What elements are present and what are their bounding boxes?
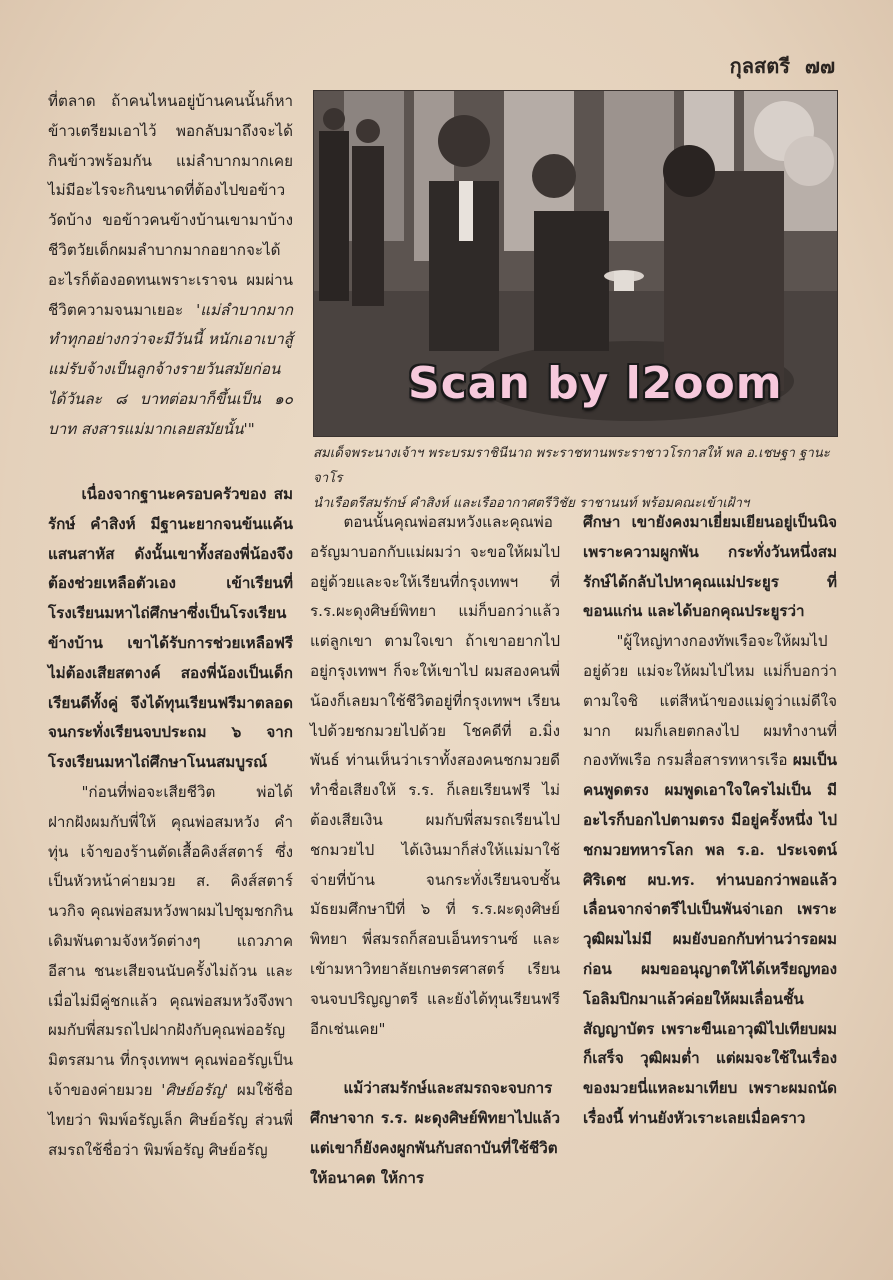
paragraph: ศึกษา เขายังคงมาเยี่ยมเยียนอยู่เป็นนิจ เพราะความผูกพัน กระทั่งวันหนึ่งสมรักษ์ได้กลับไปหาคุณแม่ประยูร ที่ขอนแก่น และได้บอกคุณประยูรว่า [583,513,837,621]
column-1-top [48,87,293,445]
paragraph: ที่ตลาด ถ้าคนไหนอยู่บ้านคนนั้นก็หาข้าวเตรียมเอาไว้ พอกลับมาถึงจะได้กินข้าวพร้อมกัน แม่ลำบากมากเคยไม่มีอะไรจะกินขนาดที่ต้องไปขอข้าววัดบ้าง ขอข้าวคนข้างบ้านเขามาบ้าง ชีวิตวัยเด็กผมลำบากมากอยากจะได้อะไรก็ต้องอดทนเพราะเราจน ผมผ่านชีวิตความจนมาเยอะ 'แม่ลำบากมากทำทุกอย่างกว่าจะมีวันนี้ หนักเอาเบาสู้ แม่รับจ้างเป็นลูกจ้างรายวันสมัยก่อนได้วันละ ๘ บาทต่อมาก็ขึ้นเป็น ๑๐ บาท สงสารแม่มากเลยสมัยนั้น'" [48,92,293,438]
column-1-bottom [48,480,293,1165]
paragraph: ตอนนั้นคุณพ่อสมหวังและคุณพ่ออรัญมาบอกกับแม่ผมว่า จะขอให้ผมไปอยู่ด้วยและจะให้เรียนที่กรุงเทพฯ ที่ ร.ร.ผะดุงศิษย์พิทยา แม่ก็บอกว่าแล้วแต่ลูกเขา ตามใจเขา ถ้าเขาอยากไปอยู่กรุงเทพฯ ก็จะให้เขาไป ผมสองคนพี่น้องก็เลยมาใช้ชีวิตอยู่ที่กรุงเทพฯ เรียนไปด้วยชกมวยไปด้วย โชคดีที่ อ.มิ่งพันธ์ ท่านเห็นว่าเราทั้งสองคนชกมวยดีทำชื่อเสียงให้ ร.ร. ก็เลยเรียนฟรี ไม่ต้องเสียเงิน ผมกับพี่สมรถเรียนไปชกมวยไป ได้เงินมาก็ส่งให้แม่มาใช้จ่ายที่บ้าน จนกระทั่งเรียนจบชั้นมัธยมศึกษาปีที่ ๖ ที่ ร.ร.ผะดุงศิษย์พิทยา พี่สมรถก็สอบเอ็นทรานซ์ และเข้ามหาวิทยาลัยเกษตรศาสตร์ เรียนจนจบปริญญาตรี และยังได้ทุนเรียนฟรีอีกเช่นเคย" [310,513,560,1038]
paragraph: "ก่อนที่พ่อจะเสียชีวิต พ่อได้ฝากฝังผมกับพี่ให้ คุณพ่อสมหวัง คำทุ่น เจ้าของร้านตัดเสื้อคิงส์สตาร์ ซึ่งเป็นหัวหน้าค่ายมวย ส. คิงส์สตาร์ นวกิจ คุณพ่อสมหวังพาผมไปชุมชกกินเดิมพันตามจังหวัดต่างๆ แถวภาคอีสาน ชนะเสียจนนับครั้งไม่ถ้วน และเมื่อไม่มีคู่ชกแล้ว คุณพ่อสมหวังจึงพาผมกับพี่สมรถไปฝากฝังกับคุณพ่ออรัญ มิตรสมาน ที่กรุงเทพฯ คุณพ่ออรัญเป็นเจ้าของค่ายมวย 'ศิษย์อรัญ' ผมใช้ชื่อไทยว่า พิมพ์อรัญเล็ก ศิษย์อรัญ ส่วนพี่สมรถใช้ชื่อว่า พิมพ์อรัญ ศิษย์อรัญ [48,782,293,1159]
column-2 [310,508,560,1194]
column-3 [583,508,837,1134]
page-number: ๗๗ [804,54,835,78]
page-header [722,50,835,82]
magazine-title: กุลสตรี [729,54,790,78]
paragraph: เนื่องจากฐานะครอบครัวของ สมรักษ์ คำสิงห์ มีฐานะยากจนข้นแค้นแสนสาหัส ดังนั้นเขาทั้งสองพี่น้องจึงต้องช่วยเหลือตัวเอง เข้าเรียนที่โรงเรียนมหาไถ่ศึกษาซึ่งเป็นโรงเรียนข้างบ้าน เขาได้รับการช่วยเหลือฟรี ไม่ต้องเสียสตางค์ สองพี่น้องเป็นเด็กเรียนดีทั้งคู่ จึงได้ทุนเรียนฟรีมาตลอดจนกระทั่งเรียนจบประถม ๖ จากโรงเรียนมหาไถ่ศึกษาโนนสมบูรณ์ [48,485,293,772]
photo-caption: สมเด็จพระนางเจ้าฯ พระบรมราชินีนาถ พระราชทานพระราชาวโรกาสให้ พล อ.เชษฐา ฐานะจาโร นำเรือตรีสมรักษ์ คำสิงห์ และเรืออากาศตรีวิชัย ราชานนท์ พร้อมคณะเข้าเฝ้าฯ [313,446,830,511]
paragraph: "ผู้ใหญ่ทางกองทัพเรือจะให้ผมไปอยู่ด้วย แม่จะให้ผมไปไหม แม่ก็บอกว่าตามใจชิ แต่สีหน้าของแม่ดูว่าแม่ดีใจมาก ผมก็เลยตกลงไป ผมทำงานที่กองทัพเรือ กรมสื่อสารทหารเรือ ผมเป็นคนพูดตรง ผมพูดเอาใจใครไม่เป็น มีอะไรก็บอกไปตามตรง มีอยู่ครั้งหนึ่ง ไปชกมวยทหารโลก พล ร.อ. ประเจตน์ ศิริเดช ผบ.ทร. ท่านบอกว่าพอแล้ว เลื่อนจากจ่าตรีไปเป็นพันจ่าเอก เพราะวุฒิผมไม่มี ผมยังบอกกับท่านว่ารอผมก่อน ผมขออนุญาตให้ได้เหรียญทองโอลิมปิกมาแล้วค่อยให้ผมเลื่อนชั้นสัญญาบัตร เพราะขืนเอาวุฒิไปเทียบผมก็เสร็จ วุฒิผมต่ำ แต่ผมจะใช้ในเรื่องของมวยนี่แหละมาเทียบ เพราะผมถนัดเรื่องนี้ ท่านยังหัวเราะเลยเมื่อคราว [583,632,837,1127]
scan-watermark: Scan by l2oom [408,358,783,409]
paragraph: แม้ว่าสมรักษ์และสมรถจะจบการศึกษาจาก ร.ร. ผะดุงศิษย์พิทยาไปแล้ว แต่เขาก็ยังคงผูกพันกับสถาบันที่ใช้ชีวิต ให้อนาคต ให้การ [310,1079,560,1187]
